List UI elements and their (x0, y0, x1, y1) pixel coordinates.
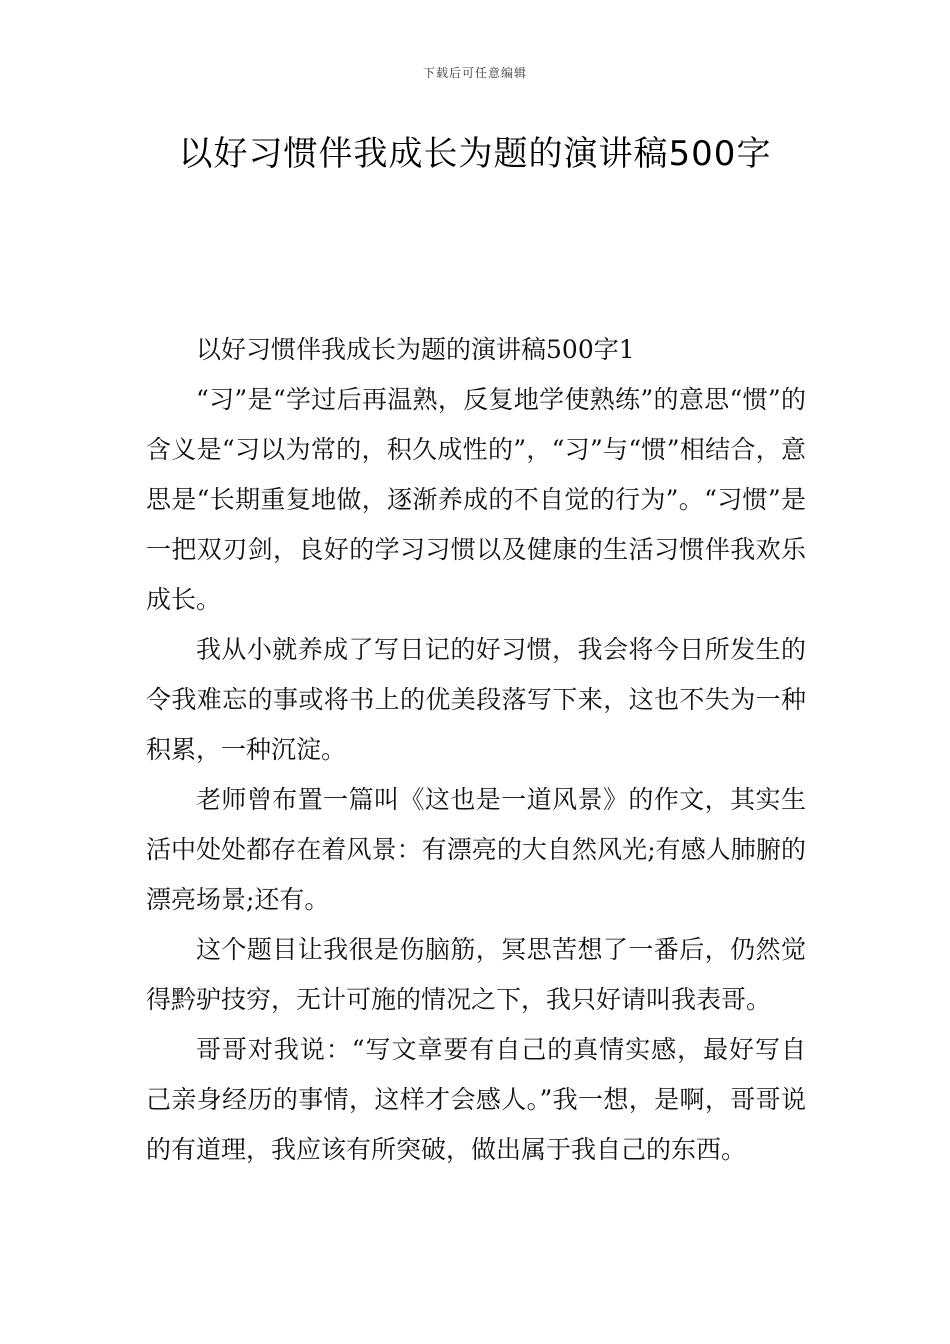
paragraph: 这个题目让我很是伤脑筋，冥思苦想了一番后，仍然觉得黔驴技穷，无计可施的情况之下，我只好请叫我表哥。 (146, 935, 806, 1014)
paragraph: “习”是“学过后再温熟，反复地学使熟练”的意思“惯”的含义是“习以为常的，积久成性的”，“习”与“惯”相结合，意思是“长期重复地做，逐渐养成的不自觉的行为”。“习惯”是一把双刃剑，良好的学习习惯以及健康的生活习惯伴我欢乐成长。 (146, 385, 806, 614)
document-title: 以好习惯伴我成长为题的演讲稿500字 (178, 134, 772, 174)
document-body (146, 325, 806, 1175)
header-note: 下载后可任意编辑 (422, 66, 527, 80)
paragraph: 我从小就养成了写日记的好习惯，我会将今日所发生的令我难忘的事或将书上的优美段落写下来，这也不失为一种积累，一种沉淀。 (146, 635, 806, 764)
section-heading: 以好习惯伴我成长为题的演讲稿500字1 (196, 335, 635, 364)
paragraph: 哥哥对我说：“写文章要有自己的真情实感，最好写自己亲身经历的事情，这样才会感人。”我一想，是啊，哥哥说的有道理，我应该有所突破，做出属于我自己的东西。 (146, 1035, 806, 1164)
paragraph: 老师曾布置一篇叫《这也是一道风景》的作文，其实生活中处处都存在着风景：有漂亮的大自然风光;有感人肺腑的漂亮场景;还有。 (146, 785, 806, 914)
